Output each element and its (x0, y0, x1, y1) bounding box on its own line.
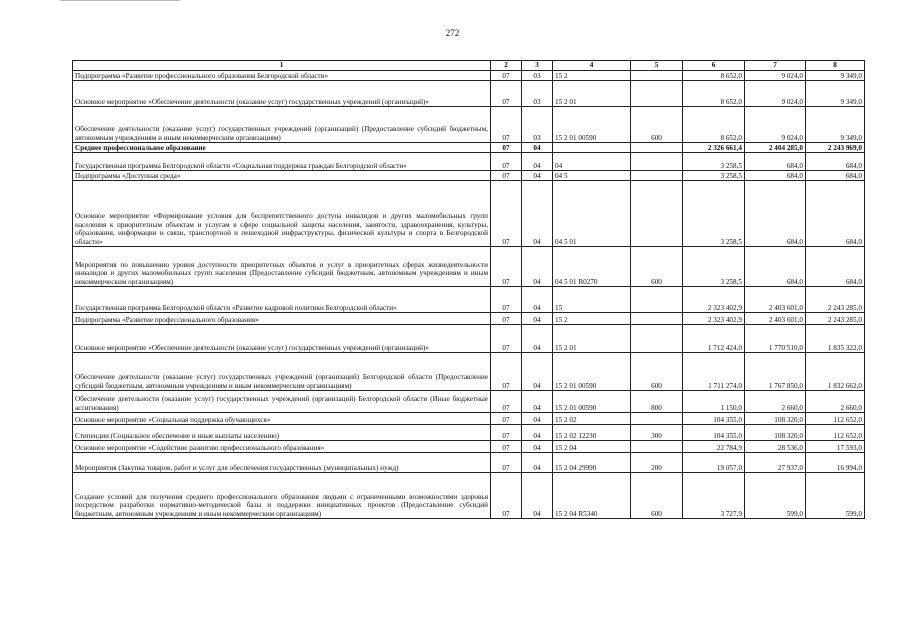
expense-type-cell (631, 81, 683, 107)
table-header-row (73, 61, 865, 71)
amount-year1-cell: 1 711 274,0 (683, 353, 745, 391)
expense-type-cell (631, 441, 683, 453)
expense-type-cell (631, 287, 683, 313)
amount-year3-cell: 17 593,0 (806, 441, 865, 453)
subsection-code-cell: 04 (522, 181, 553, 247)
section-code-cell: 07 (491, 153, 522, 171)
row-name-cell: Основное мероприятие «Обеспечение деятельности (оказание услуг) государственных учреждений (организаций)» (73, 81, 491, 107)
amount-year1-cell: 19 057,0 (683, 453, 745, 473)
expense-type-cell: 800 (631, 391, 683, 413)
amount-year3-cell: 112 652,0 (806, 413, 865, 425)
header-cell-4: 4 (553, 61, 631, 71)
expense-type-cell: 600 (631, 353, 683, 391)
expense-type-cell (631, 153, 683, 171)
amount-year3-cell: 1 832 662,0 (806, 353, 865, 391)
amount-year2-cell: 1 770 510,0 (745, 325, 806, 353)
amount-year3-cell: 112 652,0 (806, 425, 865, 441)
amount-year3-cell: 9 349,0 (806, 71, 865, 81)
header-cell-1: 1 (73, 61, 491, 71)
amount-year3-cell: 2 243 285,0 (806, 313, 865, 325)
top-rule (60, 0, 180, 1)
subsection-code-cell: 04 (522, 453, 553, 473)
target-article-cell: 04 5 01 (553, 181, 631, 247)
budget-table (72, 60, 865, 519)
expense-type-cell: 600 (631, 473, 683, 519)
target-article-cell: 15 2 01 00590 (553, 353, 631, 391)
amount-year2-cell: 9 024,0 (745, 81, 806, 107)
row-name-cell: Государственная программа Белгородской области «Социальная поддержка граждан Белгородской области» (73, 153, 491, 171)
amount-year2-cell: 108 320,0 (745, 425, 806, 441)
amount-year2-cell: 684,0 (745, 181, 806, 247)
row-name-cell: Подпрограмма «Развитие профессионального образования Белгородской области» (73, 71, 491, 81)
table-row (73, 325, 865, 353)
section-code-cell: 07 (491, 171, 522, 181)
amount-year1-cell: 3 258,5 (683, 171, 745, 181)
subsection-code-cell: 03 (522, 71, 553, 81)
amount-year1-cell: 1 150,0 (683, 391, 745, 413)
expense-type-cell (631, 71, 683, 81)
target-article-cell: 15 2 01 00590 (553, 391, 631, 413)
amount-year1-cell: 1 712 424,0 (683, 325, 745, 353)
section-code-cell: 07 (491, 247, 522, 287)
header-cell-8: 8 (806, 61, 865, 71)
subsection-code-cell: 04 (522, 287, 553, 313)
amount-year3-cell: 684,0 (806, 171, 865, 181)
row-name-cell: Основное мероприятие «Формирование условия для беспрепятственного доступа инвалидов и других маломобильных групп населения к приоритетным объектам и услугам в сфере социальной защиты населения, занятости, здравоохранения, культуры, образования, информации и связи, транспортной и пешеходной инфраструктуры, физической культуры и спорта в Белгородской области» (73, 181, 491, 247)
table-row (73, 453, 865, 473)
row-name-cell: Обеспечение деятельности (оказание услуг) государственных учреждений (организаций) Белгородской области (Предоставление субсидий бюджетным, автономным учреждениям и иным некоммерческим организациям) (73, 353, 491, 391)
amount-year2-cell: 108 320,0 (745, 413, 806, 425)
amount-year3-cell: 16 994,0 (806, 453, 865, 473)
amount-year1-cell: 2 323 402,9 (683, 287, 745, 313)
section-code-cell: 07 (491, 81, 522, 107)
target-article-cell: 15 2 (553, 71, 631, 81)
section-code-cell: 07 (491, 473, 522, 519)
expense-type-cell (631, 181, 683, 247)
table-row (73, 441, 865, 453)
row-name-cell: Основное мероприятие «Обеспечение деятельности (оказание услуг) государственных учреждений (организаций)» (73, 325, 491, 353)
section-code-cell: 07 (491, 353, 522, 391)
table-row (73, 181, 865, 247)
target-article-cell: 15 2 02 (553, 413, 631, 425)
amount-year1-cell: 104 355,0 (683, 425, 745, 441)
amount-year3-cell: 2 243 969,0 (806, 143, 865, 153)
target-article-cell: 04 (553, 153, 631, 171)
section-code-cell: 07 (491, 391, 522, 413)
table-row (73, 81, 865, 107)
header-cell-3: 3 (522, 61, 553, 71)
row-name-cell: Обеспечение деятельности (оказание услуг) государственных учреждений (организаций) Белгородской области (Иные бюджетные ассигнования) (73, 391, 491, 413)
expense-type-cell (631, 171, 683, 181)
subsection-code-cell: 04 (522, 441, 553, 453)
target-article-cell: 15 2 01 (553, 81, 631, 107)
section-code-cell: 07 (491, 425, 522, 441)
amount-year2-cell: 1 767 850,0 (745, 353, 806, 391)
target-article-cell: 04 5 (553, 171, 631, 181)
row-name-cell: Подпрограмма «Доступная среда» (73, 171, 491, 181)
amount-year1-cell: 8 652,0 (683, 71, 745, 81)
amount-year1-cell: 3 727,9 (683, 473, 745, 519)
table-row (73, 473, 865, 519)
row-name-cell: Подпрограмма «Развитие профессионального образования» (73, 313, 491, 325)
amount-year2-cell: 684,0 (745, 171, 806, 181)
section-code-cell: 07 (491, 325, 522, 353)
target-article-cell: 15 2 04 (553, 441, 631, 453)
section-code-cell: 07 (491, 143, 522, 153)
subsection-code-cell: 04 (522, 325, 553, 353)
amount-year3-cell: 2 243 285,0 (806, 287, 865, 313)
amount-year3-cell: 684,0 (806, 247, 865, 287)
amount-year2-cell: 27 937,0 (745, 453, 806, 473)
amount-year3-cell: 9 349,0 (806, 107, 865, 143)
target-article-cell: 15 (553, 287, 631, 313)
amount-year2-cell: 9 024,0 (745, 107, 806, 143)
expense-type-cell: 300 (631, 425, 683, 441)
table-row (73, 287, 865, 313)
amount-year2-cell: 684,0 (745, 153, 806, 171)
header-cell-7: 7 (745, 61, 806, 71)
amount-year1-cell: 2 326 661,4 (683, 143, 745, 153)
target-article-cell: 15 2 02 12230 (553, 425, 631, 441)
amount-year1-cell: 104 355,0 (683, 413, 745, 425)
table-row (73, 153, 865, 171)
amount-year2-cell: 2 404 285,0 (745, 143, 806, 153)
header-cell-2: 2 (491, 61, 522, 71)
subsection-code-cell: 04 (522, 247, 553, 287)
table-row (73, 391, 865, 413)
expense-type-cell: 600 (631, 107, 683, 143)
target-article-cell: 15 2 04 29990 (553, 453, 631, 473)
amount-year2-cell: 684,0 (745, 247, 806, 287)
table-row (73, 107, 865, 143)
expense-type-cell (631, 325, 683, 353)
expense-type-cell (631, 413, 683, 425)
subsection-code-cell: 04 (522, 171, 553, 181)
amount-year1-cell: 8 652,0 (683, 81, 745, 107)
amount-year2-cell: 28 536,0 (745, 441, 806, 453)
amount-year1-cell: 3 258,5 (683, 247, 745, 287)
section-code-cell: 07 (491, 441, 522, 453)
table-row (73, 413, 865, 425)
subsection-code-cell: 04 (522, 413, 553, 425)
amount-year3-cell: 2 660,0 (806, 391, 865, 413)
table-row (73, 247, 865, 287)
amount-year2-cell: 599,0 (745, 473, 806, 519)
expense-type-cell: 600 (631, 247, 683, 287)
section-code-cell: 07 (491, 313, 522, 325)
table-row (73, 171, 865, 181)
target-article-cell: 15 2 (553, 313, 631, 325)
subsection-code-cell: 03 (522, 107, 553, 143)
subsection-code-cell: 04 (522, 143, 553, 153)
amount-year1-cell: 22 784,9 (683, 441, 745, 453)
header-cell-6: 6 (683, 61, 745, 71)
target-article-cell (553, 143, 631, 153)
amount-year1-cell: 2 323 402,9 (683, 313, 745, 325)
section-code-cell: 07 (491, 107, 522, 143)
row-name-cell: Мероприятия по повышению уровня доступности приоритетных объектов и услуг в приоритетных сферах жизнедеятельности инвалидов и других маломобильных групп населения (Предоставление субсидий бюджетным, автономным учреждениям и иным некоммерческим организациям) (73, 247, 491, 287)
subsection-code-cell: 04 (522, 425, 553, 441)
row-name-cell: Мероприятия (Закупка товаров, работ и услуг для обеспечения государственных (муниципальных) нужд) (73, 453, 491, 473)
target-article-cell: 15 2 04 R5340 (553, 473, 631, 519)
subsection-code-cell: 04 (522, 153, 553, 171)
subsection-code-cell: 04 (522, 391, 553, 413)
amount-year1-cell: 3 258,5 (683, 181, 745, 247)
target-article-cell: 04 5 01 R0270 (553, 247, 631, 287)
section-code-cell: 07 (491, 453, 522, 473)
page-number: 272 (445, 28, 460, 38)
expense-type-cell (631, 143, 683, 153)
expense-type-cell: 200 (631, 453, 683, 473)
header-cell-5: 5 (631, 61, 683, 71)
target-article-cell: 15 2 01 00590 (553, 107, 631, 143)
section-code-cell: 07 (491, 413, 522, 425)
row-name-cell: Государственная программа Белгородской области «Развитие кадровой политики Белгородской области» (73, 287, 491, 313)
row-name-cell: Создание условий для получения среднего профессионального образования людьми с ограниченными возможностями здоровья посредством разработки нормативно-методической базы и поддержки инициативных проектов (Предоставление субсидий бюджетным, автономным учреждениям и иным некоммерческим организациям) (73, 473, 491, 519)
table-row (73, 353, 865, 391)
table-row (73, 71, 865, 81)
amount-year2-cell: 2 660,0 (745, 391, 806, 413)
amount-year3-cell: 9 349,0 (806, 81, 865, 107)
table-row (73, 143, 865, 153)
target-article-cell: 15 2 01 (553, 325, 631, 353)
amount-year3-cell: 599,0 (806, 473, 865, 519)
amount-year1-cell: 3 258,5 (683, 153, 745, 171)
table-row (73, 313, 865, 325)
amount-year3-cell: 1 835 322,0 (806, 325, 865, 353)
amount-year2-cell: 2 403 601,0 (745, 313, 806, 325)
section-code-cell: 07 (491, 71, 522, 81)
subsection-code-cell: 04 (522, 473, 553, 519)
amount-year3-cell: 684,0 (806, 181, 865, 247)
section-code-cell: 07 (491, 287, 522, 313)
subsection-code-cell: 03 (522, 81, 553, 107)
row-name-cell: Стипендии (Социальное обеспечение и иные выплаты населению) (73, 425, 491, 441)
expense-type-cell (631, 313, 683, 325)
amount-year1-cell: 8 652,0 (683, 107, 745, 143)
row-name-cell: Основное мероприятие «Содействие развитию профессионального образования» (73, 441, 491, 453)
table-row (73, 425, 865, 441)
section-code-cell: 07 (491, 181, 522, 247)
row-name-cell: Обеспечение деятельности (оказание услуг) государственных учреждений (организаций) (Предоставление субсидий бюджетным, автономным учреждениям и иным некоммерческим организациям) (73, 107, 491, 143)
amount-year2-cell: 2 403 601,0 (745, 287, 806, 313)
row-name-cell: Основное мероприятие «Социальная поддержка обучающихся» (73, 413, 491, 425)
amount-year3-cell: 684,0 (806, 153, 865, 171)
subsection-code-cell: 04 (522, 313, 553, 325)
row-name-cell: Среднее профессиональное образование (73, 143, 491, 153)
subsection-code-cell: 04 (522, 353, 553, 391)
amount-year2-cell: 9 024,0 (745, 71, 806, 81)
